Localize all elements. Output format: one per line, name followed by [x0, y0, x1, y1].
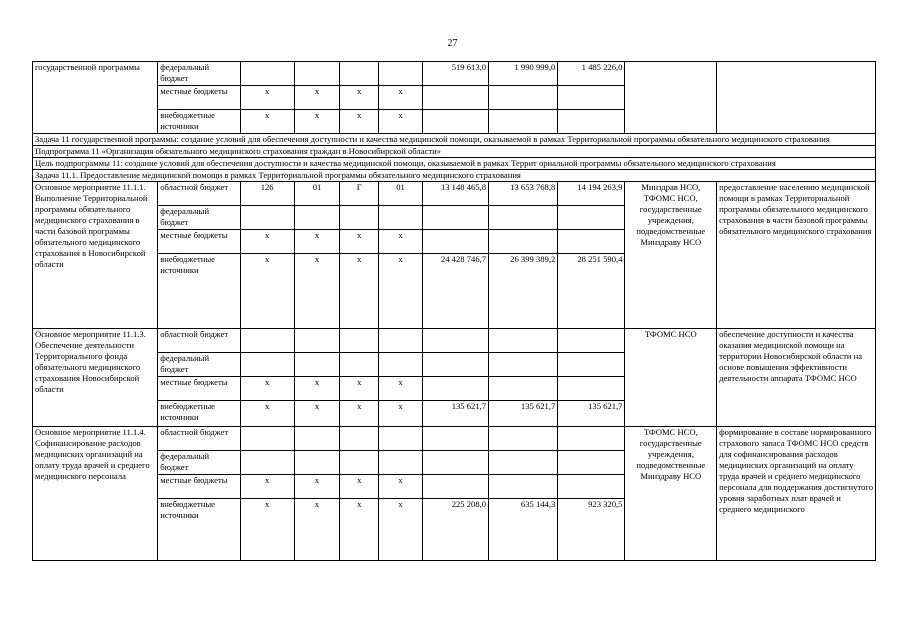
executor-cell: [625, 62, 717, 134]
classification-code: х: [240, 86, 294, 110]
page-number: 27: [447, 38, 458, 49]
classification-code: [240, 451, 294, 475]
funding-source: местные бюджеты: [158, 230, 240, 254]
result-cell: обеспечение доступности и качества оказания медицинской помощи на территории Новосибирской области на основе повышения эффективности деятельности аппарата ТФОМС НСО: [717, 329, 876, 427]
classification-code: х: [294, 254, 340, 329]
classification-code: х: [340, 230, 379, 254]
funding-amount: [422, 230, 488, 254]
funding-amount: 28 251 590,4: [558, 254, 625, 329]
classification-code: х: [240, 254, 294, 329]
funding-amount: [422, 377, 488, 401]
table-row: [33, 329, 876, 353]
section-heading: Подпрограмма 11 «Организация обязательного медицинского страхования граждан в Новосибирской области»: [33, 146, 876, 158]
classification-code: х: [294, 86, 340, 110]
classification-code: х: [379, 499, 423, 561]
funding-amount: 26 399 389,2: [489, 254, 558, 329]
funding-amount: 1 990 999,0: [489, 62, 558, 86]
classification-code: [379, 206, 423, 230]
funding-amount: [489, 451, 558, 475]
classification-code: х: [340, 475, 379, 499]
funding-amount: 519 613,0: [422, 62, 488, 86]
funding-amount: 1 485 226,0: [558, 62, 625, 86]
classification-code: [340, 329, 379, 353]
funding-amount: [422, 451, 488, 475]
classification-code: х: [294, 475, 340, 499]
funding-amount: [422, 206, 488, 230]
classification-code: [340, 427, 379, 451]
classification-code: х: [294, 499, 340, 561]
funding-amount: 14 194 263,9: [558, 182, 625, 206]
classification-code: 01: [379, 182, 423, 206]
funding-amount: 923 320,5: [558, 499, 625, 561]
funding-amount: [558, 86, 625, 110]
classification-code: х: [340, 86, 379, 110]
funding-source: областной бюджет: [158, 329, 240, 353]
classification-code: [294, 353, 340, 377]
funding-source: местные бюджеты: [158, 86, 240, 110]
classification-code: х: [340, 401, 379, 427]
classification-code: х: [340, 254, 379, 329]
classification-code: [379, 427, 423, 451]
classification-code: х: [294, 377, 340, 401]
classification-code: х: [340, 110, 379, 134]
classification-code: х: [340, 499, 379, 561]
funding-amount: [422, 353, 488, 377]
funding-amount: [558, 353, 625, 377]
funding-source: внебюджетные источники: [158, 110, 240, 134]
funding-amount: [558, 206, 625, 230]
classification-code: х: [379, 86, 423, 110]
executor-cell: Минздрав НСО, ТФОМС НСО, государственные учреждения, подведомственные Минздраву НСО: [625, 182, 717, 329]
classification-code: [379, 353, 423, 377]
funding-source: внебюджетные источники: [158, 254, 240, 329]
funding-amount: [489, 329, 558, 353]
classification-code: х: [240, 401, 294, 427]
funding-amount: [422, 86, 488, 110]
funding-amount: 13 148 465,8: [422, 182, 488, 206]
funding-amount: [489, 475, 558, 499]
section-row: [33, 134, 876, 146]
funding-amount: [422, 427, 488, 451]
funding-amount: [558, 475, 625, 499]
funding-source: федеральный бюджет: [158, 206, 240, 230]
section-heading: Задача 11.1. Предоставление медицинской помощи в рамках Территориальной программы обязательного медицинского страхования: [33, 170, 876, 182]
funding-source: областной бюджет: [158, 182, 240, 206]
funding-amount: [489, 427, 558, 451]
funding-amount: [558, 377, 625, 401]
funding-amount: 13 653 768,8: [489, 182, 558, 206]
classification-code: [340, 353, 379, 377]
classification-code: [240, 427, 294, 451]
funding-amount: [558, 427, 625, 451]
classification-code: Г: [340, 182, 379, 206]
classification-code: [294, 329, 340, 353]
classification-code: [340, 62, 379, 86]
table-row: [33, 182, 876, 206]
funding-source: федеральный бюджет: [158, 451, 240, 475]
funding-amount: 635 144,3: [489, 499, 558, 561]
classification-code: х: [294, 110, 340, 134]
classification-code: х: [379, 110, 423, 134]
event-name: Основное мероприятие 11.1.3. Обеспечение деятельности Территориального фонда обязательного медицинского страхования Новосибирской области: [33, 329, 158, 427]
funding-amount: 24 428 746,7: [422, 254, 488, 329]
classification-code: [294, 451, 340, 475]
funding-source: местные бюджеты: [158, 475, 240, 499]
funding-amount: [558, 230, 625, 254]
classification-code: [379, 329, 423, 353]
classification-code: х: [379, 230, 423, 254]
classification-code: х: [240, 110, 294, 134]
classification-code: х: [379, 254, 423, 329]
funding-amount: [489, 86, 558, 110]
funding-source: внебюджетные источники: [158, 499, 240, 561]
table-body: [33, 62, 876, 561]
section-row: [33, 158, 876, 170]
event-name: государственной программы: [33, 62, 158, 134]
section-row: [33, 170, 876, 182]
funding-amount: [558, 329, 625, 353]
funding-amount: [489, 230, 558, 254]
classification-code: х: [294, 230, 340, 254]
funding-amount: [489, 110, 558, 134]
funding-amount: 135 621,7: [558, 401, 625, 427]
executor-cell: ТФОМС НСО: [625, 329, 717, 427]
funding-amount: [489, 206, 558, 230]
classification-code: [240, 329, 294, 353]
funding-source: федеральный бюджет: [158, 353, 240, 377]
funding-amount: 135 621,7: [489, 401, 558, 427]
section-heading: Задача 11 государственной программы: создание условий для обеспечения доступности и качества медицинской помощи, оказываемой в рамках Территориальной программы обязательного медицинского страхования: [33, 134, 876, 146]
section-heading: Цель подпрограммы 11: создание условий для обеспечения доступности и качества медицинской помощи, оказываемой в рамках Террит ориальной программы обязательного медицинского страхования: [33, 158, 876, 170]
funding-amount: 225 208,0: [422, 499, 488, 561]
event-name: Основное мероприятие 11.1.1. Выполнение Территориальной программы обязательного медицинского страхования в части базовой программы обязательного медицинского страхования в Новосибирской области: [33, 182, 158, 329]
classification-code: [340, 206, 379, 230]
classification-code: [294, 62, 340, 86]
funding-source: местные бюджеты: [158, 377, 240, 401]
classification-code: х: [379, 377, 423, 401]
classification-code: [294, 427, 340, 451]
result-cell: формирование в составе нормированного страхового запаса ТФОМС НСО средств для софинансирования расходов медицинских организаций на оплату труда врачей и среднего медицинского персонала для поддержания достигнутого уровня заработных плат врачей и среднего медицинского: [717, 427, 876, 561]
classification-code: [240, 206, 294, 230]
funding-amount: [558, 110, 625, 134]
funding-amount: [558, 451, 625, 475]
classification-code: х: [240, 377, 294, 401]
classification-code: 126: [240, 182, 294, 206]
classification-code: х: [240, 230, 294, 254]
funding-source: областной бюджет: [158, 427, 240, 451]
classification-code: 01: [294, 182, 340, 206]
funding-amount: [422, 329, 488, 353]
classification-code: [379, 62, 423, 86]
program-table: [32, 61, 876, 561]
table-row: [33, 62, 876, 86]
classification-code: [294, 206, 340, 230]
classification-code: [240, 353, 294, 377]
classification-code: [379, 451, 423, 475]
funding-amount: [489, 353, 558, 377]
classification-code: х: [240, 475, 294, 499]
classification-code: х: [294, 401, 340, 427]
funding-source: федеральный бюджет: [158, 62, 240, 86]
funding-amount: [422, 110, 488, 134]
event-name: Основное мероприятие 11.1.4. Софинансирование расходов медицинских организаций на оплату труда врачей и среднего медицинского персонала: [33, 427, 158, 561]
classification-code: х: [379, 475, 423, 499]
funding-amount: [489, 377, 558, 401]
executor-cell: ТФОМС НСО, государственные учреждения, подведомственные Минздраву НСО: [625, 427, 717, 561]
section-row: [33, 146, 876, 158]
funding-amount: 135 621,7: [422, 401, 488, 427]
funding-source: внебюджетные источники: [158, 401, 240, 427]
classification-code: х: [340, 377, 379, 401]
classification-code: х: [379, 401, 423, 427]
funding-amount: [422, 475, 488, 499]
classification-code: х: [240, 499, 294, 561]
result-cell: [717, 62, 876, 134]
result-cell: предоставление населению медицинской помощи в рамках Территориальной программы обязательного медицинского страхования в части базовой программы обязательного медицинского страхования: [717, 182, 876, 329]
classification-code: [340, 451, 379, 475]
table-row: [33, 427, 876, 451]
classification-code: [240, 62, 294, 86]
